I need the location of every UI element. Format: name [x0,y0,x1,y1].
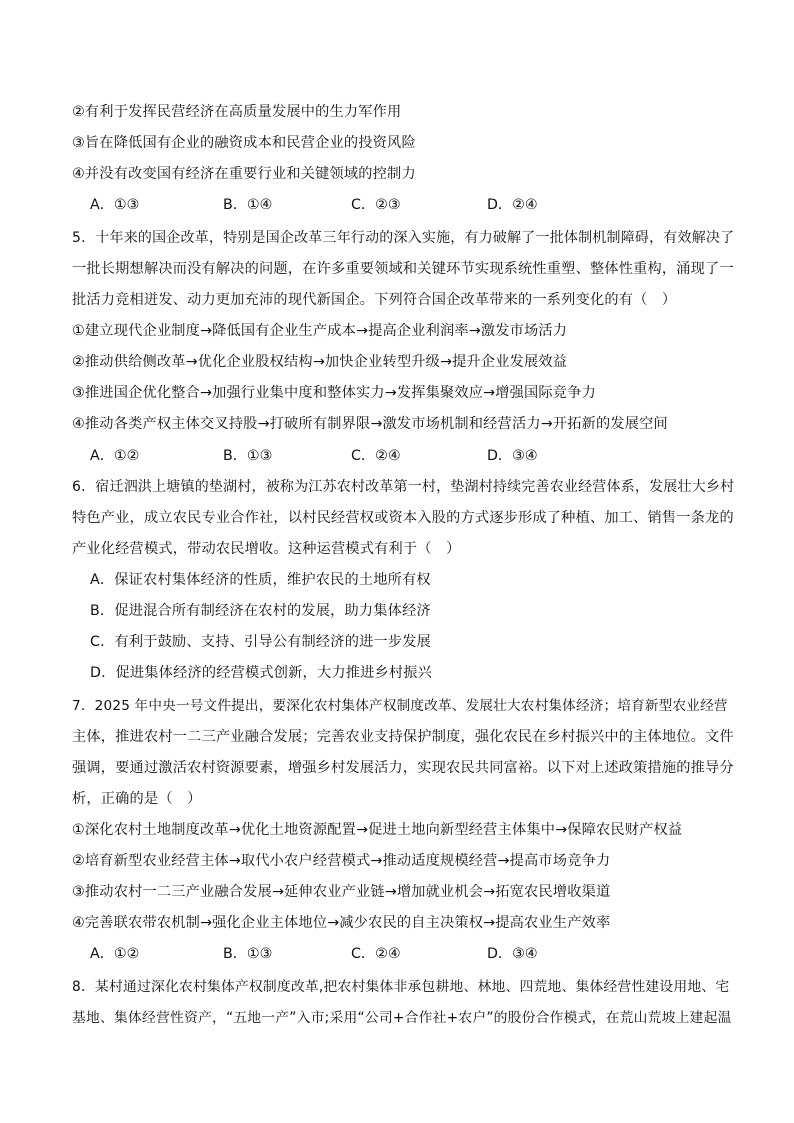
q6-stem-line-1: 6．宿迁泗洪上塘镇的垫湖村，被称为江苏农村改革第一村，垫湖村持续完善农业经营体系，发展壮大乡村 [72,479,735,495]
q7-option-b[interactable]: B．①③ [223,946,273,962]
q6-stem-line-3: 产业化经营模式，带动农民增收。这种运营模式有利于（ ） [72,541,461,557]
q7-statement-3: ③推动农村一二三产业融合发展→延伸农业产业链→增加就业机会→拓宽农民增收渠道 [72,884,611,900]
q7-stem-line-4: 析，正确的是（ ） [72,791,202,807]
q4-option-c[interactable]: C．②③ [351,197,401,213]
q5-statement-1: ①建立现代企业制度→降低国有企业生产成本→提高企业利润率→激发市场活力 [72,323,568,339]
q7-statement-2: ②培育新型农业经营主体→取代小农户经营模式→推动适度规模经营→提高市场竞争力 [72,853,611,869]
q5-option-c[interactable]: C．②④ [351,448,401,464]
q4-statement-2: ②有利于发挥民营经济在高质量发展中的生力军作用 [72,104,402,120]
q7-statement-1: ①深化农村土地制度改革→优化土地资源配置→促进土地向新型经营主体集中→保障农民财产权益 [72,822,683,838]
q4-option-a[interactable]: A．①③ [90,197,140,213]
q6-option-b[interactable]: B．促进混合所有制经济在农村的发展，助力集体经济 [90,603,431,619]
q7-stem-line-1: 7．2025 年中央一号文件提出，要深化农村集体产权制度改革、发展壮大农村集体经济；培育新型农业经营 [72,698,728,714]
q4-statement-4: ④并没有改变国有经济在重要行业和关键领域的控制力 [72,166,416,182]
q5-stem-line-1: 5．十年来的国企改革，特别是国企改革三年行动的深入实施，有力破解了一批体制机制障碍，有效解决了 [72,230,735,246]
q5-option-b[interactable]: B．①③ [223,448,273,464]
q6-option-d[interactable]: D．促进集体经济的经营模式创新，大力推进乡村振兴 [90,665,433,681]
q7-statement-4: ④完善联农带农机制→强化企业主体地位→减少农民的自主决策权→提高农业生产效率 [72,915,611,931]
q7-option-c[interactable]: C．②④ [351,946,401,962]
q7-option-a[interactable]: A．①② [90,946,140,962]
q5-statement-4: ④推动各类产权主体交叉持股→打破所有制界限→激发市场机制和经营活力→开拓新的发展空间 [72,416,668,432]
q6-option-c[interactable]: C．有利于鼓励、支持、引导公有制经济的进一步发展 [90,634,432,650]
q8-stem-line-2: 基地、集体经营性资产，“五地一产”入市;采用“公司+合作社+农户”的股份合作模式，在荒山荒坡上建起温 [72,1010,732,1026]
q4-option-b[interactable]: B．①④ [223,197,273,213]
q6-stem-line-2: 特色产业，成立农民专业合作社，以村民经营权或资本入股的方式逐步形成了种植、加工、销售一条龙的 [72,510,734,526]
q5-option-d[interactable]: D．③④ [487,448,538,464]
q7-stem-line-3: 强调，要通过激活农村资源要素，增强乡村发展活力，实现农民共同富裕。以下对上述政策措施的推导分 [72,760,734,776]
q6-option-a[interactable]: A．保证农村集体经济的性质，维护农民的土地所有权 [90,572,431,588]
q4-statement-3: ③旨在降低国有企业的融资成本和民营企业的投资风险 [72,135,416,151]
q5-statement-2: ②推动供给侧改革→优化企业股权结构→加快企业转型升级→提升企业发展效益 [72,354,568,370]
q4-option-d[interactable]: D．②④ [487,197,538,213]
q5-option-a[interactable]: A．①② [90,448,140,464]
q5-stem-line-2: 一批长期想解决而没有解决的问题，在许多重要领域和关键环节实现系统性重塑、整体性重构，涌现了一 [72,261,734,277]
q7-option-d[interactable]: D．③④ [487,946,538,962]
q8-stem-line-1: 8．某村通过深化农村集体产权制度改革,把农村集体非承包耕地、林地、四荒地、集体经营性建设用地、宅 [72,979,730,995]
q5-statement-3: ③推进国企优化整合→加强行业集中度和整体实力→发挥集聚效应→增强国际竞争力 [72,385,596,401]
q7-stem-line-2: 主体，推进农村一二三产业融合发展；完善农业支持保护制度，强化农民在乡村振兴中的主体地位。文件 [72,729,734,745]
q5-stem-line-3: 批活力竞相迸发、动力更加充沛的现代新国企。下列符合国企改革带来的一系列变化的有（ ） [72,292,677,308]
